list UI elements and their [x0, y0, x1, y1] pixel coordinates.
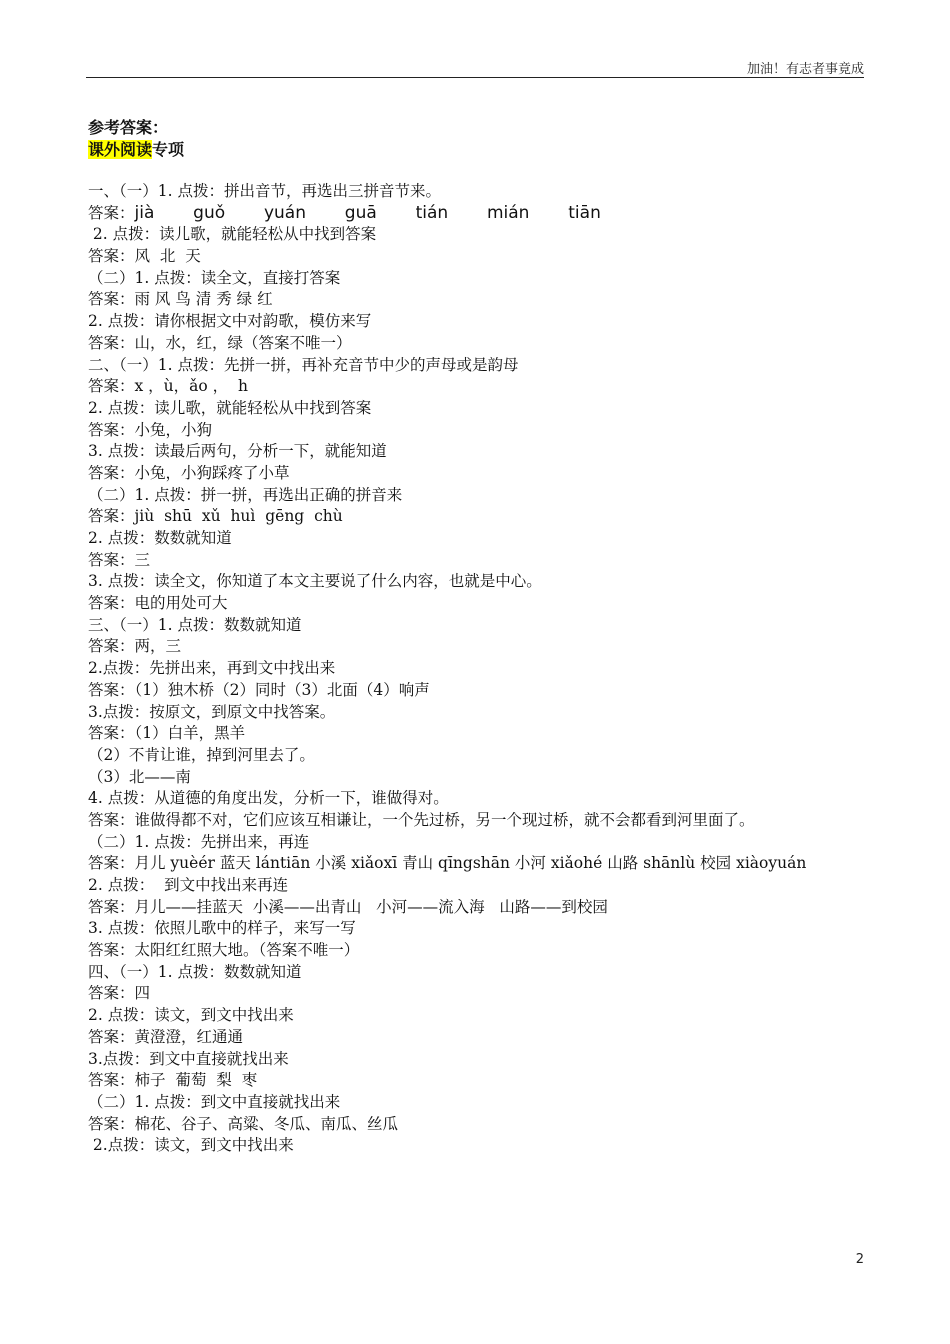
text-line: 三、（一）1. 点拨：数数就知道	[88, 615, 302, 634]
header-divider	[86, 77, 864, 78]
text-line: 答案：山，水，红，绿（答案不唯一）	[88, 333, 352, 352]
page-number: 2	[855, 1252, 864, 1267]
text-line: 4. 点拨：从道德的角度出发，分析一下，谁做得对。	[88, 789, 449, 808]
text-line: 答案：黄澄澄，红通通	[88, 1027, 244, 1046]
pinyin-answer: jià guǒ yuán guā tián mián tiān	[134, 202, 601, 223]
text-line: 答案：月儿 yuèér 蓝天 lántiān 小溪 xiǎoxī 青山 qīngshān 小河 xiǎohé 山路 shānlù 校园 xiàoyuán	[88, 854, 807, 873]
header-motto: 加油！有志者事竟成	[746, 62, 864, 77]
text-line: （二）1. 点拨：先拼出来，再连	[88, 832, 310, 851]
text-line: 答案：谁做得都不对，它们应该互相谦让，一个先过桥，另一个现过桥，就不会都看到河里面了。	[88, 810, 755, 829]
text-line: 2.点拨：先拼出来，再到文中找出来	[88, 659, 336, 678]
text-line	[88, 203, 868, 225]
text-line: 2. 点拨： 到文中找出来再连	[88, 876, 289, 895]
text-line: 3. 点拨：读全文，你知道了本文主要说了什么内容，也就是中心。	[88, 572, 542, 591]
subtitle-rest: 专项	[152, 140, 185, 159]
text-line: 2. 点拨：读文，到文中找出来	[88, 1006, 294, 1025]
text-line: 答案：（1）白羊，黑羊	[88, 724, 246, 743]
text-line: 3. 点拨：依照儿歌中的样子，来写一写	[88, 919, 356, 938]
text-line: 答案：太阳红红照大地。（答案不唯一）	[88, 941, 360, 960]
text-line: 二、（一）1. 点拨：先拼一拼，再补充音节中少的声母或是韵母	[88, 355, 519, 374]
text-line: 四、（一）1. 点拨：数数就知道	[88, 962, 302, 981]
text-line: （3）北——南	[88, 767, 191, 786]
text-line: 答案：月儿——挂蓝天 小溪——出青山 小河——流入海 山路——到校园	[88, 897, 608, 916]
text-line: 答案：电的用处可大	[88, 594, 228, 613]
text-line: 2.点拨：读文，到文中找出来	[88, 1136, 294, 1155]
answers-heading: 参考答案：	[88, 118, 169, 137]
text-line: 答案：风 北 天	[88, 247, 201, 266]
text-line: 答案：柿子 葡萄 梨 枣	[88, 1071, 258, 1090]
answer-content	[88, 181, 868, 1157]
answer-label: 答案：	[88, 203, 135, 222]
text-line: （二）1. 点拨：拼一拼，再选出正确的拼音来	[88, 485, 403, 504]
text-line: 答案：jiù shū xǔ huì gēng chù	[88, 507, 343, 526]
text-line: 一、（一）1. 点拨：拼出音节，再选出三拼音节来。	[88, 182, 441, 200]
text-line: 答案：四	[88, 984, 151, 1003]
text-line: 答案：三	[88, 550, 151, 569]
text-line: 2. 点拨：请你根据文中对韵歌，模仿来写	[88, 312, 372, 331]
text-line: 答案：（1）独木桥（2）同时（3）北面（4）响声	[88, 680, 430, 699]
subtitle-highlight: 课外阅读	[88, 140, 153, 159]
text-line: （二）1. 点拨：读全文，直接打答案	[88, 268, 341, 287]
text-line: 答案：小兔，小狗踩疼了小草	[88, 463, 290, 482]
section-subtitle	[88, 139, 184, 161]
text-line: （二）1. 点拨：到文中直接就找出来	[88, 1092, 341, 1111]
text-line: （2）不肯让谁，掉到河里去了。	[88, 745, 315, 764]
text-line: 2. 点拨：读儿歌，就能轻松从中找到答案	[88, 225, 377, 244]
text-line: 3.点拨：按原文，到原文中找答案。	[88, 702, 336, 721]
text-line: 3. 点拨：读最后两句，分析一下，就能知道	[88, 442, 387, 461]
text-line: 答案：两，三	[88, 637, 182, 656]
text-line: 2. 点拨：数数就知道	[88, 529, 232, 547]
text-line: 3.点拨：到文中直接就找出来	[88, 1049, 289, 1068]
text-line: 答案：雨 风 鸟 清 秀 绿 红	[88, 290, 273, 309]
text-line: 2. 点拨：读儿歌，就能轻松从中找到答案	[88, 398, 372, 417]
text-line: 答案：x ，ù，ǎo ， h	[88, 377, 248, 396]
text-line: 答案：小兔，小狗	[88, 420, 213, 439]
text-line: 答案：棉花、谷子、高粱、冬瓜、南瓜、丝瓜	[88, 1114, 399, 1133]
